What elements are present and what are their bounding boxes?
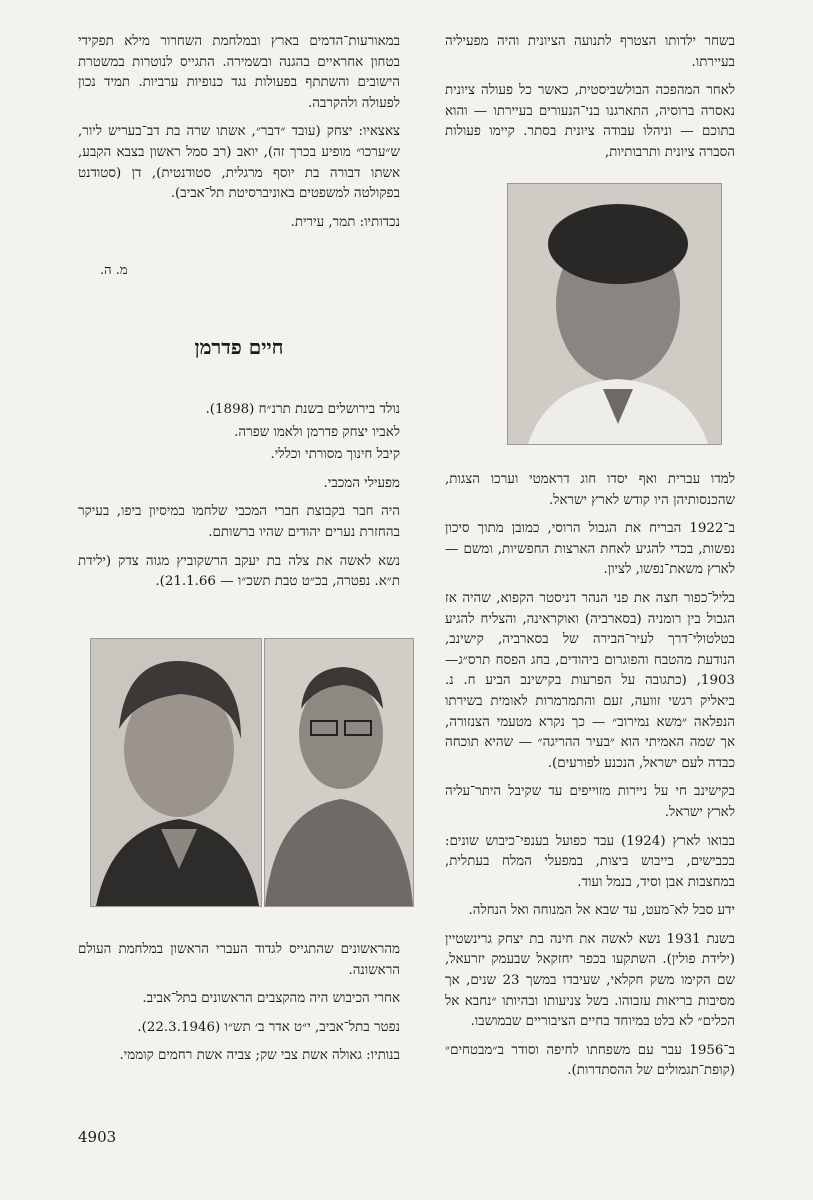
paragraph: צאצאיו: יצחק (עובד ״דבר״, אשתו שרה בת דב־בעריש ליור, ש״ערכו״ מופיע בכרך זה), יואב (רב סמל ראשון בצבא הקבע, אשתו דבורה בת יוסף מרגלית, סטודנטית), דן (סטודנט בפקולטה למשפטים באוניברסיטת תל־אביב). [78,124,400,202]
paragraph: בבואו לארץ (1924) עבד כפועל בענפי־כיבוש שונים: בכבישים, בייבוש ביצות, במפעלי המלח בעתלית, במחצבות אבן וסיד, בנמל ועוד. [445,833,735,890]
paragraph: בשחר ילדותו הצטרף לתנועה הציונית והיה מפעיליה בעיירתו. [445,34,735,70]
paragraph: ב־1956 עבר עם משפחתו לחיפה וסודר ב״מבטחים״ (קופת־תגמולים של ההסתדרות). [445,1042,735,1079]
paragraph: קיבל חינוך מסורתי וכללי. [270,447,400,463]
woman-portrait-photo [90,638,262,907]
paragraph: נכדותיו: תמר, עירית. [290,214,400,230]
man-portrait-photo [264,638,414,907]
paragraph: בקישינב חי על ניירות מזוייפים עד שקיבל היתר־עליה לארץ ישראל. [445,784,735,820]
right-column-bottom [445,470,735,1090]
paragraph: לאביו יצחק פדרמן ולאמו שפרה. [234,424,400,440]
paragraph: נשא לאשה את צלה בת יעקב הרשקוביץ מגוה צדק (ילידת ת״א. נפטרה, בכ״ט טבת תשכ״ו — 21.1.66). [78,553,400,590]
paragraph: נולד בירושלים בשנת תרנ״ח (1898). [205,402,400,417]
paragraph: לאחר המהפכה הבולשביסטית, כאשר כל פעולה ציונית נאסרה ברוסיה, התארגנו בני־הנעורים בעיירתו — והוא בתוכם — וניהלו עבודה ציונית בסתר. קיימו פעולות הסברה ציונית ותרבותיות, [445,83,735,160]
paragraph: בנותיו: גאולה אשת צבי שק; צביה אשת רחמים קוממי. [119,1048,400,1064]
entry-heading: חיים פדרמן [194,335,284,359]
paragraph: למדו עברית ואף יסדו חוג דראמטי וערכו הצגות, שהכנסותיהן היו קודש לארץ ישראל. [445,472,735,508]
paragraph: מהראשונים שהתגייס לגדוד העברי הראשון במלחמת העולם הראשונה. [78,942,400,978]
paragraph: במאורעות־הדמים בארץ ובמלחמת השחרור מילא תפקידי בטחון אחראיים בהגנה ובשמירה. התגייס לנוטרות במשטרת הישובים והשתתף בפעולות נגד כנופיות ערביות. תמיד נכון לפעולה ולהקרבה. [78,34,400,111]
left-column-top [78,32,400,241]
paragraph: אחרי הכיבוש היה מהקצבים הראשונים בתל־אביב. [142,991,400,1007]
portrait-photo [507,183,722,445]
paragraph: מפעילי המכבי. [323,475,400,491]
left-column-bottom [78,940,400,1075]
paragraph: היה חבר בקבוצת חברי המכבי שלחמו במיסיון ביפו, בעיקר בהחזרת נערים יהודים שהיו ברשותם. [78,504,400,540]
paragraph: נפטר בתל־אביב, י״ט אדר ב׳ תש״ו (22.3.1946). [137,1019,400,1035]
author-initials: מ. ה. [100,263,128,278]
paragraph: ב־1922 הבריח את הגבול הרוסי, כמובן מתוך סיכון נפשות, בכדי להגיע לאחת הארצות החפשיות, ומשם — לארץ משאת־נפשו, לציון. [445,521,735,578]
paragraph: בליל־כפור חצה את פני הנהר דניסטר הקפוא, שהיה אז הגבול בין רומניה (בסארביה) ואוקראינה, והצליח להגיע בטלטולי־דרך לעיר־הבירה של בסארביה, קישינב, הנודעת מהטבח והפוגרום ביהודים, בחג הפסח תרס״ג—1903, (כתגובה על הפרעות בקישינב הביע ח. נ. ביאליק רגשי זוועה, זעם והתמרמרות לאומית בשירתו הנפלאה ״משא נמירוב״ — כך נקרא מטעמי הצנזורה, אך שמה האמיתי הוא ״בעיר ההריגה״ — שהיא תוכחה כבדה לעם ישראל, הנכנע לפורעים). [445,590,735,771]
right-column-top [445,32,735,172]
page-number: 4903 [78,1128,117,1146]
left-column-bio [78,400,400,601]
paragraph: ידע סבל לא־מעט, עד שבא אל המנוחה ואל הנחלה. [468,903,735,919]
paragraph: בשנת 1931 נשא לאשה את חינה בת יצחק גרינשטיין (ילידת פולין). השתקעו בכפר יחזקאל שבעמק יזרעאל, שם הקימו משק חקלאי, שעיבדו במשך 23 שנים, אך מסיבות בריאות עזבוהו. בשל צניעותו ובהיותו ״נחבא אל הכלים״ לא בלט במיוחד בחיים הציבוריים שבמושבו. [445,931,735,1030]
